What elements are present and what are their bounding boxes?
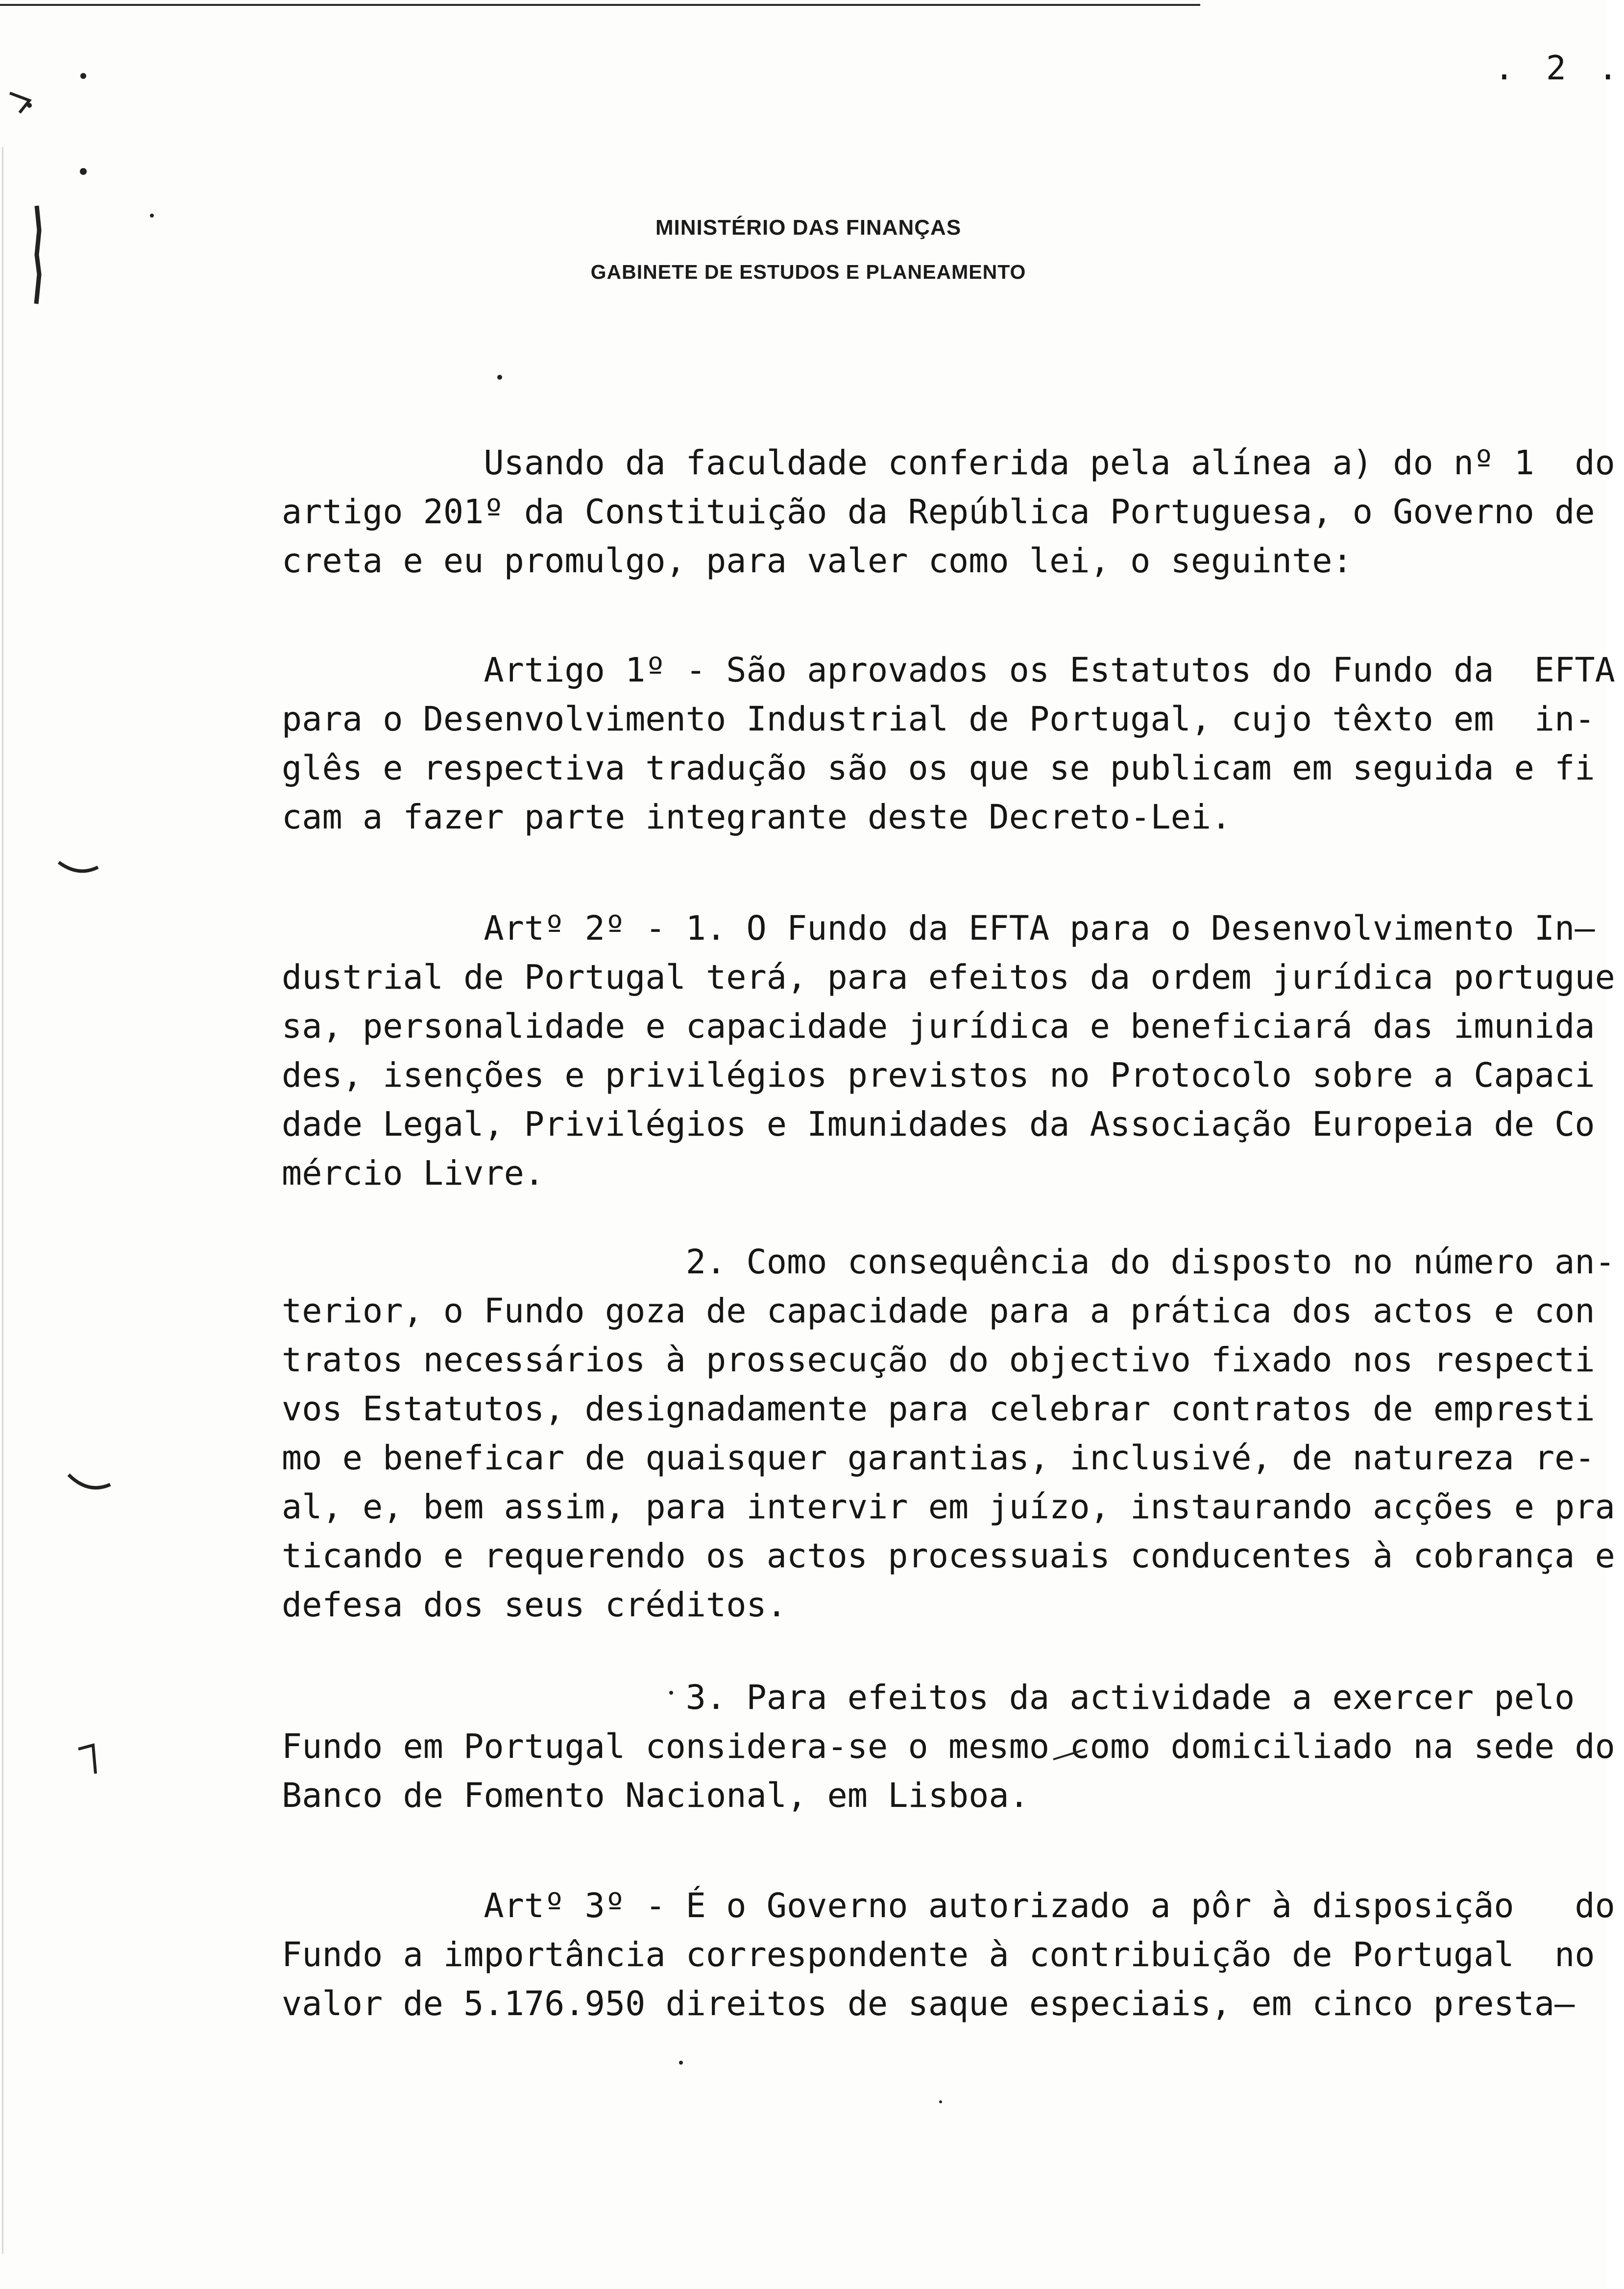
article-2-section-1-paragraph: Artº 2º - 1. O Fundo da EFTA para o Desenvolvimento In— dustrial de Portugal terá, para efeitos da ordem jurídica portugue sa, personalidade e capacidade jurídica e beneficiará das imunida des, isenções e privilégios previstos no Protocolo sobre a Capaci dade Legal, Privilégios e Imunidades da Associação Europeia de Co mércio Livre. [282,909,1615,1193]
article-2-section-2-paragraph: 2. Como consequência do disposto no número an- terior, o Fundo goza de capacidade para a prática dos actos e con tratos necessários à prossecução do objectivo fixado nos respecti vos Estatutos, designadamente para celebrar contratos de empresti mo e beneficar de quaisquer garantias, inclusivé, de natureza re- al, e, bem assim, para intervir em juízo, instaurando acções e pra ticando e requerendo os actos processuais conducentes à cobrança e defesa dos seus créditos. [282,1242,1615,1625]
handwritten-correction-mark [1051,1747,1090,1762]
article-2-section-3-paragraph: 3. Para efeitos da actividade a exercer pelo Fundo em Portugal considera-se o mesmo como domiciliado na sede do Banco de Fomento Nacional, em Lisboa. [282,1678,1615,1815]
ministry-name: MINISTÉRIO DAS FINANÇAS [655,216,962,240]
preamble-paragraph: Usando da faculdade conferida pela alínea a) do nº 1 do artigo 201º da Constituição da República Portuguesa, o Governo de creta e eu promulgo, para valer como lei, o seguinte: [282,443,1615,581]
page-number: . 2 . [1494,49,1624,88]
letterhead [539,206,1078,294]
article-1-paragraph: Artigo 1º - São aprovados os Estatutos do Fundo da EFTA para o Desenvolvimento Industrial de Portugal, cujo têxto em in- glês e respectiva tradução são os que se publicam em seguida e fi cam a fazer parte integrante deste Decreto-Lei. [282,651,1615,837]
article-3-paragraph: Artº 3º - É o Governo autorizado a pôr à disposição do Fundo a importância correspondente à contribuição de Portugal no valor de 5.176.950 direitos de saque especiais, em cinco presta— [282,1886,1615,2023]
office-name: GABINETE DE ESTUDOS E PLANEAMENTO [590,261,1026,283]
